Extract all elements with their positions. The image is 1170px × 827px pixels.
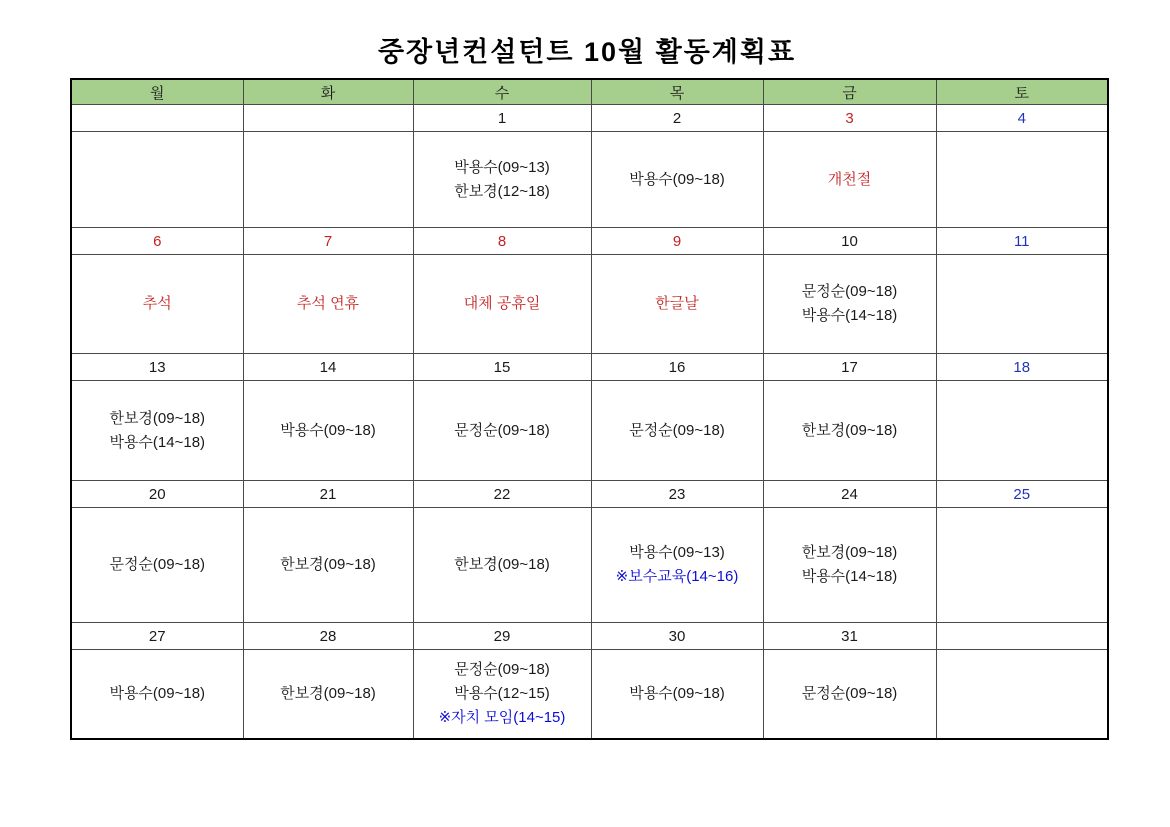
schedule-cell — [243, 650, 413, 740]
date-cell: 18 — [936, 354, 1108, 381]
date-cell: 14 — [243, 354, 413, 381]
schedule-cell — [591, 381, 763, 481]
date-cell: 1 — [413, 105, 591, 132]
schedule-entry: 한보경(12~18) — [454, 182, 550, 200]
schedule-entry: 한보경(09~18) — [801, 421, 898, 439]
schedule-entry: 박용수(09~13) — [629, 544, 725, 561]
weekday-header: 토 — [936, 79, 1108, 105]
date-row — [71, 623, 1108, 650]
schedule-cell — [936, 132, 1108, 228]
holiday-label: 추석 — [142, 295, 172, 312]
schedule-entry: 문정순(09~18) — [801, 283, 898, 300]
schedule-entry: 박용수(09~18) — [280, 421, 376, 439]
schedule-entry: 문정순(09~18) — [629, 421, 725, 439]
calendar-body — [71, 105, 1108, 740]
schedule-cell — [71, 508, 243, 623]
holiday-label: 대체 공휴일 — [463, 295, 541, 312]
schedule-cell — [936, 508, 1108, 623]
schedule-cell — [763, 381, 936, 481]
schedule-cell — [243, 255, 413, 354]
schedule-entry: 문정순(09~18) — [109, 556, 206, 573]
schedule-entry: 박용수(14~18) — [801, 568, 898, 585]
date-cell: 16 — [591, 354, 763, 381]
schedule-row — [71, 508, 1108, 623]
date-row — [71, 105, 1108, 132]
schedule-cell — [936, 255, 1108, 354]
note-entry: ※자치 모임(14~15) — [438, 709, 566, 726]
date-cell: 22 — [413, 481, 591, 508]
schedule-cell — [413, 132, 591, 228]
schedule-cell — [71, 381, 243, 481]
schedule-cell — [413, 508, 591, 623]
schedule-cell — [243, 381, 413, 481]
date-cell: 24 — [763, 481, 936, 508]
date-cell — [243, 105, 413, 132]
schedule-entry: 한보경(09~18) — [801, 544, 898, 561]
schedule-cell — [71, 650, 243, 740]
schedule-cell — [413, 255, 591, 354]
schedule-cell — [591, 255, 763, 354]
schedule-entry: 문정순(09~18) — [454, 421, 550, 439]
schedule-entry: 한보경(09~18) — [109, 409, 206, 427]
date-cell: 17 — [763, 354, 936, 381]
schedule-cell — [71, 132, 243, 228]
date-cell: 21 — [243, 481, 413, 508]
weekday-header: 월 — [71, 79, 243, 105]
schedule-row — [71, 381, 1108, 481]
schedule-cell — [763, 255, 936, 354]
schedule-entry: 박용수(09~18) — [629, 685, 725, 702]
schedule-entry: 한보경(09~18) — [280, 685, 376, 702]
weekday-header: 금 — [763, 79, 936, 105]
date-cell: 31 — [763, 623, 936, 650]
schedule-entry: 박용수(09~18) — [629, 170, 725, 188]
date-cell: 9 — [591, 228, 763, 255]
date-cell: 20 — [71, 481, 243, 508]
schedule-cell — [591, 132, 763, 228]
date-cell: 15 — [413, 354, 591, 381]
schedule-entry: 한보경(09~18) — [280, 556, 376, 573]
date-cell: 23 — [591, 481, 763, 508]
date-cell: 10 — [763, 228, 936, 255]
weekday-header: 화 — [243, 79, 413, 105]
schedule-cell — [413, 381, 591, 481]
date-cell: 29 — [413, 623, 591, 650]
calendar-table — [70, 78, 1109, 740]
schedule-cell — [591, 508, 763, 623]
schedule-entry: 문정순(09~18) — [801, 685, 898, 702]
schedule-cell — [243, 508, 413, 623]
schedule-cell — [413, 650, 591, 740]
schedule-cell — [763, 650, 936, 740]
schedule-cell — [243, 132, 413, 228]
schedule-entry: 문정순(09~18) — [454, 661, 550, 678]
date-cell: 28 — [243, 623, 413, 650]
holiday-label: 추석 연휴 — [296, 295, 360, 312]
weekday-header-row — [71, 79, 1108, 105]
schedule-cell — [763, 508, 936, 623]
date-cell: 7 — [243, 228, 413, 255]
weekday-header: 수 — [413, 79, 591, 105]
date-cell: 3 — [763, 105, 936, 132]
schedule-entry: 박용수(09~18) — [109, 685, 206, 702]
date-cell: 27 — [71, 623, 243, 650]
note-entry: ※보수교육(14~16) — [615, 568, 739, 585]
schedule-entry: 박용수(14~18) — [801, 307, 898, 324]
schedule-entry: 박용수(09~13) — [454, 158, 550, 176]
holiday-label: 개천절 — [827, 170, 872, 188]
date-row — [71, 354, 1108, 381]
date-row — [71, 481, 1108, 508]
date-cell: 6 — [71, 228, 243, 255]
date-cell: 2 — [591, 105, 763, 132]
holiday-label: 한글날 — [655, 295, 699, 312]
schedule-entry: 박용수(12~15) — [454, 685, 550, 702]
date-cell — [936, 623, 1108, 650]
schedule-row — [71, 255, 1108, 354]
schedule-row — [71, 650, 1108, 740]
schedule-cell — [763, 132, 936, 228]
schedule-cell — [936, 650, 1108, 740]
schedule-entry: 박용수(14~18) — [109, 433, 206, 451]
date-cell: 30 — [591, 623, 763, 650]
date-cell: 4 — [936, 105, 1108, 132]
schedule-entry: 한보경(09~18) — [454, 556, 550, 573]
schedule-cell — [936, 381, 1108, 481]
date-cell: 8 — [413, 228, 591, 255]
date-cell: 11 — [936, 228, 1108, 255]
weekday-header: 목 — [591, 79, 763, 105]
date-row — [71, 228, 1108, 255]
schedule-cell — [71, 255, 243, 354]
schedule-cell — [591, 650, 763, 740]
date-cell: 13 — [71, 354, 243, 381]
page-title: 중장년컨설턴트 10월 활동계획표 — [377, 37, 797, 67]
date-cell — [71, 105, 243, 132]
schedule-row — [71, 132, 1108, 228]
date-cell: 25 — [936, 481, 1108, 508]
